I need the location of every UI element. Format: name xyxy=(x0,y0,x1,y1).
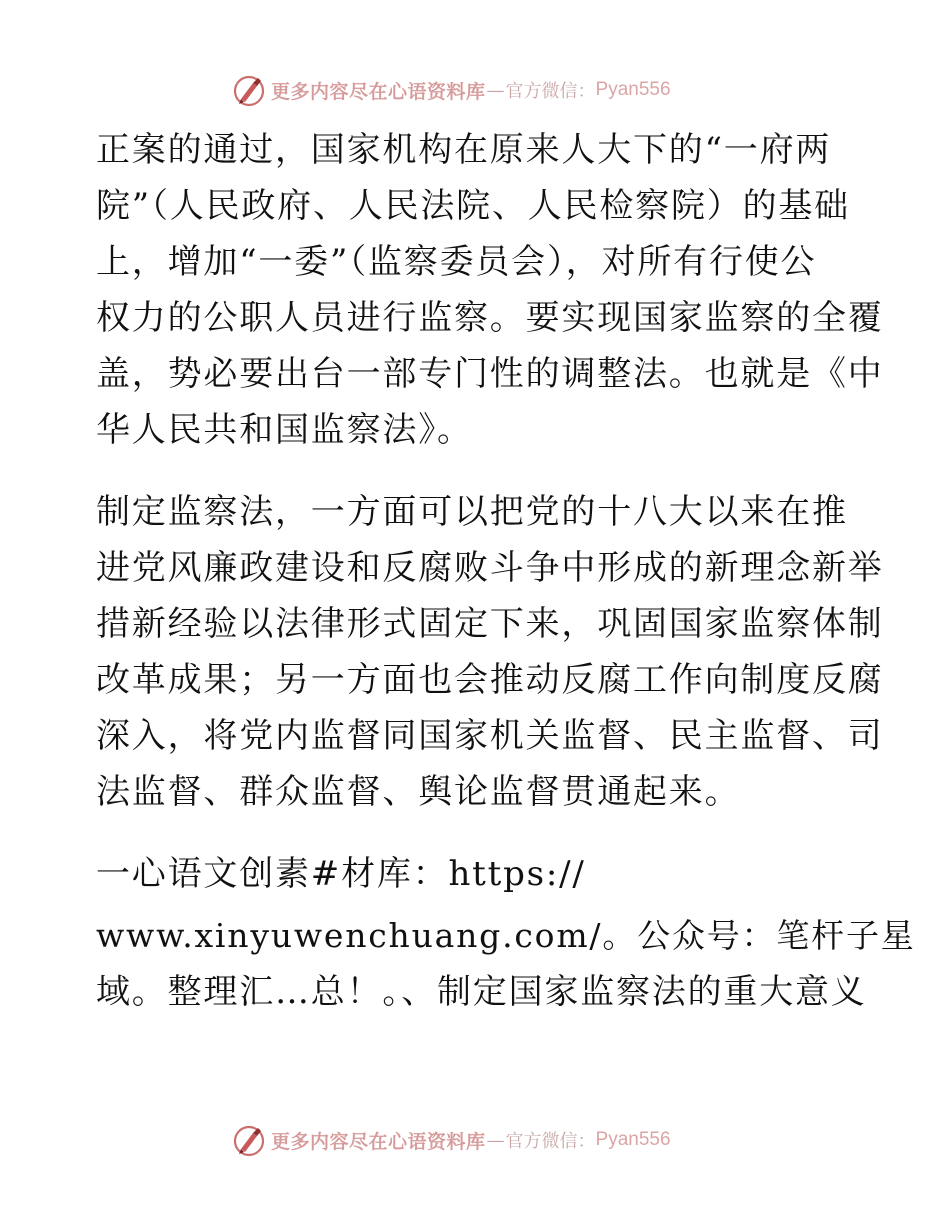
text-line: 盖，势必要出台一部专门性的调整法。也就是《中 xyxy=(96,354,884,394)
text-line: 域。整理汇…总！。、制定国家监察法的重大意义 xyxy=(96,972,867,1012)
text-line: 进党风廉政建设和反腐败斗争中形成的新理念新举 xyxy=(96,548,884,588)
watermark-separator: — xyxy=(486,79,505,101)
text-line: 制定监察法，一方面可以把党的十八大以来在推 xyxy=(96,492,848,532)
text-line: 院”（人民政府、人民法院、人民检察院）的基础 xyxy=(96,186,850,226)
watermark-main-text: 更多内容尽在心语资料库 xyxy=(271,80,486,103)
watermark-separator: — xyxy=(486,1129,505,1151)
text-line: 深入，将党内监督同国家机关监督、民主监督、司 xyxy=(96,716,884,756)
text-line: www.xinyuwenchuang.com/。公众号：笔杆子星 xyxy=(96,916,916,955)
watermark-side-text: 官方微信： xyxy=(505,1131,596,1152)
text-line: 改革成果；另一方面也会推动反腐工作向制度反腐 xyxy=(96,660,884,700)
watermark-wechat-id: Pyan556 xyxy=(595,79,671,100)
text-line: 上，增加“一委”（监察委员会），对所有行使公 xyxy=(96,242,817,282)
footer-watermark xyxy=(232,1122,752,1158)
text-line: 正案的通过，国家机构在原来人大下的“一府两 xyxy=(96,130,832,170)
text-line: 措新经验以法律形式固定下来，巩固国家监察体制 xyxy=(96,604,884,644)
text-line: 华人民共和国监察法》。 xyxy=(96,410,473,450)
pen-logo-icon xyxy=(232,73,266,107)
pen-logo-icon xyxy=(232,1123,266,1157)
text-line: 一心语文创素#材库：https:// xyxy=(96,854,586,894)
watermark-side-text: 官方微信： xyxy=(505,81,596,102)
text-line: 法监督、群众监督、舆论监督贯通起来。 xyxy=(96,772,741,812)
watermark-wechat-id: Pyan556 xyxy=(595,1129,671,1150)
text-line: 权力的公职人员进行监察。要实现国家监察的全覆 xyxy=(96,298,884,338)
header-watermark xyxy=(232,72,752,108)
watermark-main-text: 更多内容尽在心语资料库 xyxy=(271,1130,486,1153)
